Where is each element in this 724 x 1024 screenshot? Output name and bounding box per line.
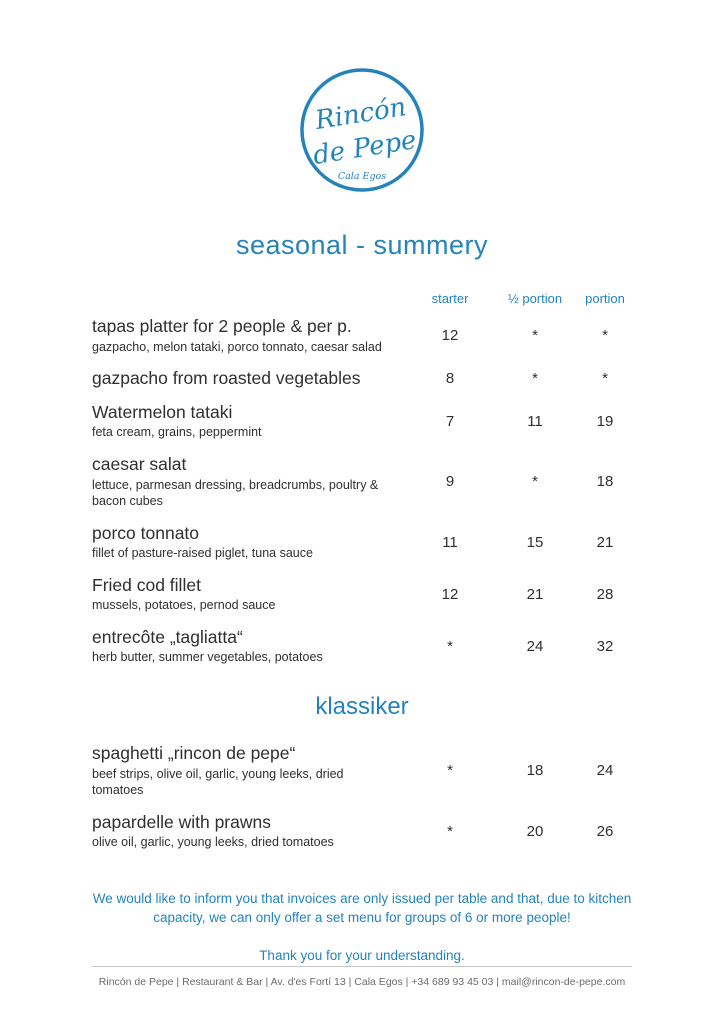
- price-half-portion: 24: [526, 637, 544, 655]
- price-starter: 7: [445, 412, 455, 430]
- section-klassiker: [0, 743, 724, 864]
- menu-item-name: tapas platter for 2 people & per p.: [92, 316, 352, 336]
- menu-item: [92, 743, 410, 799]
- restaurant-logo: [0, 64, 724, 196]
- price-portion: 18: [596, 473, 614, 491]
- price-half-portion: 18: [526, 762, 544, 780]
- menu-item-name: Watermelon tataki: [92, 401, 233, 422]
- menu-item: [92, 368, 410, 389]
- menu-item-description: lettuce, parmesan dressing, breadcrumbs, poultry & bacon cubes: [92, 477, 379, 509]
- menu-item-description: herb butter, summer vegetables, potatoes: [92, 650, 323, 665]
- menu-item-row: [92, 812, 724, 851]
- menu-item-row: [92, 368, 724, 389]
- contact-footer: Rincón de Pepe | Restaurant & Bar | Av. d'es Fortí 13 | Cala Egos | +34 689 93 45 03 | mail@rincon-de-pepe.com: [92, 966, 632, 988]
- menu-item: [92, 812, 410, 851]
- menu-item: [92, 454, 410, 510]
- price-portion: 32: [596, 637, 614, 655]
- menu-item-row: [92, 627, 724, 666]
- price-starter: *: [447, 822, 453, 840]
- page-title: seasonal - summery: [235, 230, 489, 260]
- price-half-portion: *: [532, 369, 538, 387]
- price-starter: 9: [445, 473, 455, 491]
- price-portion: 28: [596, 585, 614, 603]
- section-seasonal: [0, 316, 724, 679]
- price-starter: 11: [442, 533, 458, 551]
- price-portion: 26: [596, 822, 614, 840]
- price-half-portion: *: [532, 327, 538, 345]
- menu-item: [92, 402, 410, 441]
- price-starter: 8: [445, 369, 455, 387]
- price-portion: *: [602, 327, 608, 345]
- price-portion: *: [602, 369, 608, 387]
- thanks-note: Thank you for your understanding.: [259, 947, 465, 963]
- menu-item-name: spaghetti „rincon de pepe“: [92, 742, 296, 763]
- menu-item: [92, 627, 410, 666]
- price-starter: *: [447, 637, 453, 655]
- column-label-half-portion: ½ portion: [507, 291, 563, 306]
- price-portion: 21: [596, 533, 614, 551]
- price-half-portion: 20: [526, 822, 544, 840]
- menu-item-name: Fried cod fillet: [92, 574, 201, 595]
- menu-item-row: [92, 575, 724, 614]
- logo-line2: de Pepe: [311, 125, 419, 172]
- price-portion: 19: [596, 412, 614, 430]
- price-starter: 12: [441, 327, 459, 345]
- column-label-starter: starter: [431, 291, 469, 306]
- menu-item-description: mussels, potatoes, pernod sauce: [92, 598, 276, 613]
- section-title-klassiker: klassiker: [315, 692, 409, 720]
- logo-subtitle: Cala Egos: [337, 171, 387, 182]
- logo-line1: Rincón: [313, 92, 409, 137]
- menu-item-name: porco tonnato: [92, 522, 200, 543]
- menu-item-description: gazpacho, melon tataki, porco tonnato, caesar salad: [92, 339, 382, 354]
- invoice-notice: We would like to inform you that invoices are only issued per table and that, due to kitchen capacity, we can only offer a set menu for groups of 6 or more people!: [92, 890, 632, 925]
- menu-item-name: entrecôte „tagliatta“: [92, 626, 243, 647]
- menu-item-name: gazpacho from roasted vegetables: [92, 368, 361, 389]
- menu-item-row: [92, 743, 724, 799]
- column-label-portion: portion: [585, 291, 625, 306]
- menu-item: [92, 575, 410, 614]
- menu-item-description: feta cream, grains, peppermint: [92, 425, 262, 440]
- price-starter: *: [447, 762, 453, 780]
- price-half-portion: 15: [526, 533, 544, 551]
- price-half-portion: 21: [526, 585, 544, 603]
- menu-item-description: beef strips, olive oil, garlic, young leeks, dried tomatoes: [92, 766, 344, 798]
- menu-item-name: papardelle with prawns: [92, 811, 271, 832]
- price-starter: 12: [441, 585, 459, 603]
- menu-item-row: [92, 454, 724, 510]
- menu-item-description: fillet of pasture-raised piglet, tuna sauce: [92, 546, 313, 561]
- menu-item-name: caesar salat: [92, 453, 187, 474]
- price-columns-header: [0, 291, 724, 306]
- menu-item-row: [92, 523, 724, 562]
- price-portion: 24: [596, 762, 614, 780]
- logo-badge-icon: [296, 64, 428, 196]
- menu-item: [92, 523, 410, 562]
- menu-item-description: olive oil, garlic, young leeks, dried tomatoes: [92, 835, 334, 850]
- price-half-portion: 11: [527, 412, 543, 430]
- menu-item-row: [92, 316, 724, 355]
- price-half-portion: *: [532, 473, 538, 491]
- menu-item: [92, 316, 410, 355]
- menu-item-row: [92, 402, 724, 441]
